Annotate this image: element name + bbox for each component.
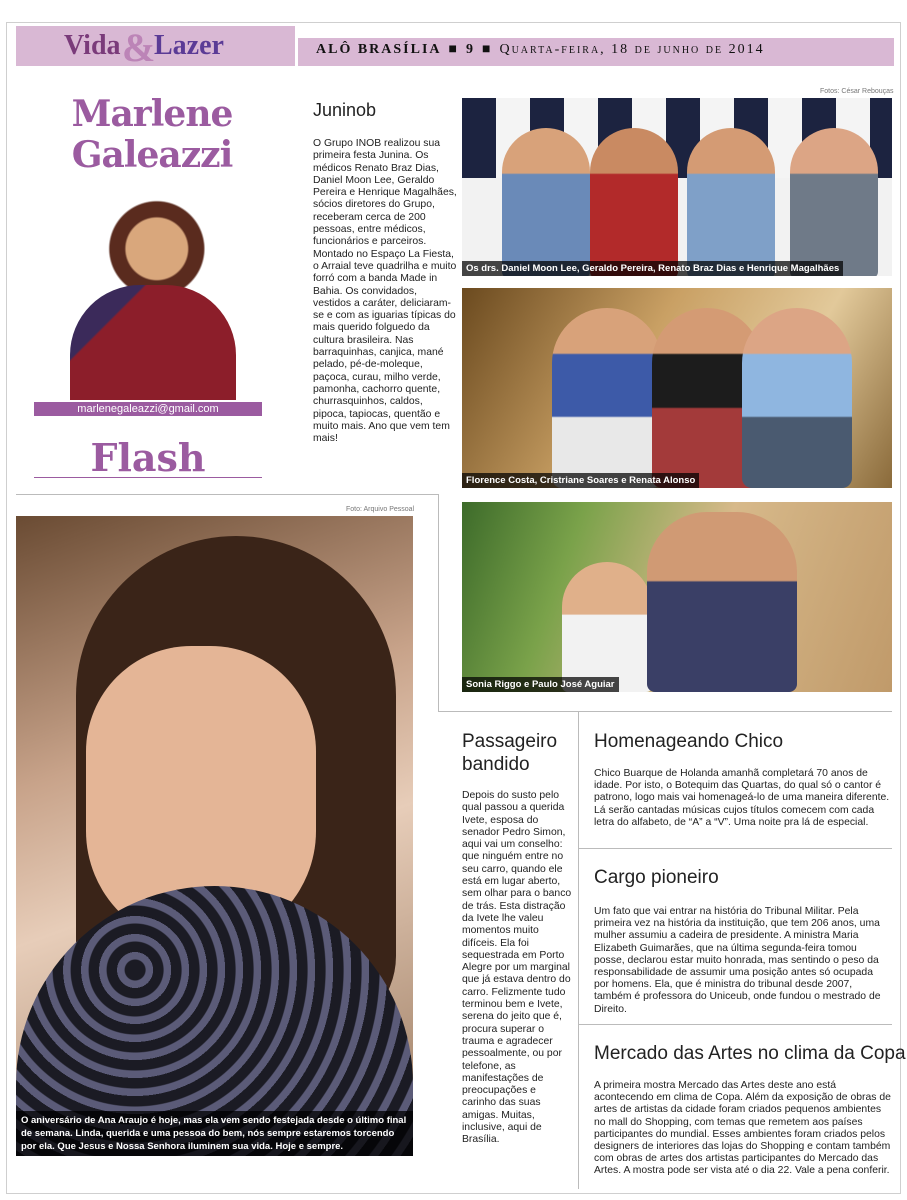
caption-sonia-paulo: Sonia Riggo e Paulo José Aguiar — [462, 677, 619, 692]
juninob-body: O Grupo INOB realizou sua primeira festa Junina. Os médicos Renato Braz Dias, Daniel Moon Lee, Geraldo Pereira e Henrique Magalhães, sócios diretores do Grupo, receberam cerca de 200 pessoas, entre médicos, funcionários e parceiros. Montado no Espaço La Fiesta, o Arraial teve quadrilha e muito forró com a banda Made in Bahia. Os convidados, vestidos a caráter, deliciaram-se e com as iguarias típicas do mais querido folguedo da cultura brasileira. Nas barraquinhas, canjica, mané pelado, pé-de-moleque, paçoca, curau, milho verde, pamonha, cachorro quente, churrasquinhos, caldos, pipoca, tapiocas, quentão e muito mais. Ano que vem tem mais! — [313, 138, 457, 445]
page-number: 9 — [466, 42, 475, 57]
caption-festa-ladies: Florence Costa, Cristriane Soares e Renata Alonso — [462, 473, 699, 488]
passageiro-title-line2: bandido — [462, 754, 530, 775]
photo-ana-araujo — [16, 516, 413, 1156]
divider-cargo — [578, 1024, 892, 1025]
columnist-name-first: Marlene — [71, 93, 233, 135]
divider-lower — [438, 711, 892, 712]
cargo-title: Cargo pioneiro — [594, 867, 719, 888]
cargo-body: Um fato que vai entrar na história do Tribunal Militar. Pela primeira vez na história da instituição, que tem 206 anos, uma mulher assumiu a cadeira de presidente. A ministra Maria Elizabeth Guimarães, que na última segunda-feira tomou posse, declarou estar muito honrada, mas sentindo o peso da responsabilidade de assumir uma posição antes só ocupada por homens. Ela, que é ministra do tribunal desde 2007, também é professora do Uniceub, onde fundou o mestrado de Direito. — [594, 906, 881, 1015]
passageiro-body: Depois do susto pelo qual passou a querida Ivete, esposa do senador Pedro Simon, aqui vai um conselho: que ninguém entre no seu carro, quando ele está em lugar aberto, sem olhar para o banco de trás. Esta distração da Ivete lhe valeu momentos muito difíceis. Ela foi sequestrada em Porto Alegre por um marginal que já estava dentro do carro. Felizmente tudo terminou bem e Ivete, serena do jeito que é, procura superar o trauma e agradecer pessoalmente, ou por telefone, as manifestações de preocupações e carinho das suas amigas. Muitas, inclusive, aqui de Brasília. — [462, 790, 572, 1146]
header-folio: ALÔ BRASÍLIA ■ 9 ■ Quarta-feira, 18 de junho de 2014 — [316, 42, 765, 57]
section-logo-vida: Vida — [64, 30, 121, 61]
section-logo — [16, 25, 298, 70]
photo-sonia-paulo — [462, 502, 892, 692]
mercado-body: A primeira mostra Mercado das Artes deste ano está acontecendo em clima de Copa. Além da exposição de obras de artes de artistas da cidade foram criados pequenos ambientes no mall do Shopping, com temas que remetem aos países participantes do mundial. Esses ambientes foram criados pelos designers de interiores das lojas do Shopping e contam também com obras de artes dos artistas participantes do Mercado das Artes. A mostra pode ser vista até o dia 22. Vale a pena conferir. — [594, 1080, 891, 1177]
juninob-title: Juninob — [313, 100, 377, 120]
issue-date: Quarta-feira, 18 de junho de 2014 — [499, 42, 765, 57]
passageiro-title-line1: Passageiro — [462, 731, 558, 752]
columnist-name-last: Galeazzi — [71, 134, 233, 176]
divider-flash-side — [438, 494, 439, 712]
photo-festa-ladies — [462, 288, 892, 488]
divider-flash — [16, 494, 438, 495]
mercado-title: Mercado das Artes no clima da Copa — [594, 1043, 906, 1064]
paper-name: ALÔ BRASÍLIA — [316, 42, 442, 57]
photo-credit-top: Fotos: César Rebouças — [820, 88, 894, 95]
chico-body: Chico Buarque de Holanda amanhã completará 70 anos de idade. Por isto, o Botequim das Quartas, do qual só o cantor é patrono, logo mais vai homenageá-lo de uma maneira diferente. Lá serão cantadas músicas cujos títulos comecem com cada letra do alfabeto, de “A” a “V”. Uma noite pra lá de especial. — [594, 768, 890, 828]
passageiro-title — [462, 730, 572, 776]
section-logo-lazer: Lazer — [154, 30, 224, 61]
caption-ana-araujo: O aniversário de Ana Araujo é hoje, mas ela vem sendo festejada desde o último final de semana. Linda, querida e uma pessoa do bem, nós sempre estaremos torcendo por ela. Que Jesus e Nossa Senhora iluminem sua vida. Hoje e sempre. — [16, 1111, 413, 1156]
flash-label: Flash — [34, 438, 262, 478]
divider-lower-columns — [578, 711, 579, 1189]
columnist-email[interactable]: marlenegaleazzi@gmail.com — [34, 402, 262, 416]
caption-inob-doctors: Os drs. Daniel Moon Lee, Geraldo Pereira, Renato Braz Dias e Henrique Magalhães — [462, 261, 843, 276]
section-logo-ampersand: & — [122, 25, 156, 70]
columnist-photo — [60, 190, 236, 400]
columnist-name — [52, 94, 252, 176]
photo-credit-left: Foto: Arquivo Pessoal — [346, 506, 415, 513]
divider-chico — [578, 848, 892, 849]
chico-title: Homenageando Chico — [594, 731, 784, 752]
photo-inob-doctors — [462, 98, 892, 276]
